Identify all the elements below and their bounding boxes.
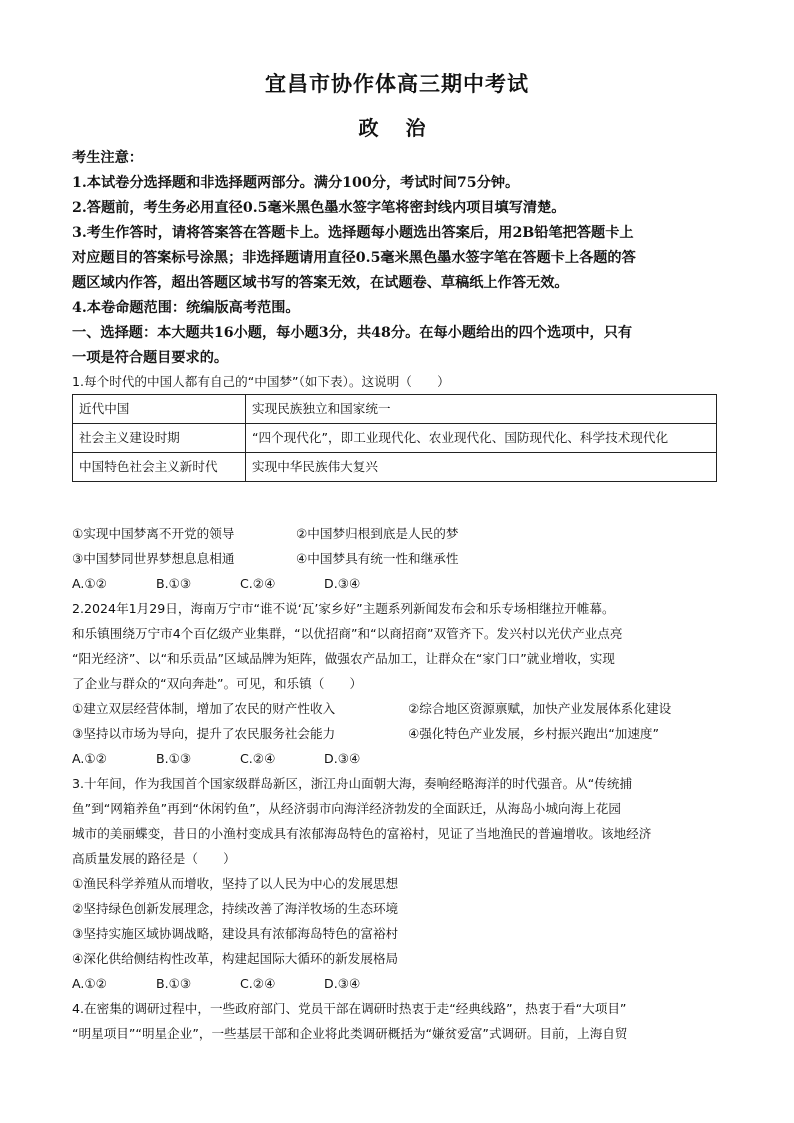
- answer-choices: [72, 746, 408, 771]
- question-3-line: 鱼”到“网箱养鱼”再到“休闲钓鱼”，从经济弱市向海洋经济勃发的全面跃迁，从海岛小城向海上花园: [72, 801, 621, 816]
- choice-b: B.①③: [156, 976, 192, 991]
- notice-heading: 考生注意：: [72, 150, 143, 166]
- dream-table: [72, 394, 717, 482]
- option-2: ②综合地区资源禀赋，加快产业发展体系化建设: [408, 701, 672, 716]
- option-4: ④深化供给侧结构性改革，构建起国际大循环的新发展格局: [72, 951, 399, 966]
- table-cell: “四个现代化”，即工业现代化、农业现代化、国防现代化、科学技术现代化: [246, 424, 717, 453]
- notice-line: 2.答题前，考生务必用直径0.5毫米黑色墨水签字笔将密封线内项目填写清楚。: [72, 200, 566, 216]
- section-heading: 一项是符合题目要求的。: [72, 350, 229, 366]
- option-4: ④强化特色产业发展，乡村振兴跑出“加速度”: [408, 726, 660, 741]
- option-3: ③坚持实施区域协调战略，建设具有浓郁海岛特色的富裕村: [72, 926, 399, 941]
- choice-d: D.③④: [324, 576, 361, 591]
- choice-b: B.①③: [156, 751, 192, 766]
- question-2-line: 和乐镇围绕万宁市4个百亿级产业集群，“以优招商”和“以商招商”双管齐下。发兴村以光伏产业点亮: [72, 626, 623, 641]
- option-2: ②中国梦归根到底是人民的梦: [296, 526, 459, 541]
- option-3: ③中国梦同世界梦想息息相通: [72, 551, 235, 566]
- table-cell: 实现民族独立和国家统一: [246, 395, 717, 424]
- notice-line: 对应题目的答案标号涂黑；非选择题请用直径0.5毫米黑色墨水签字笔在答题卡上各题的答: [72, 250, 636, 266]
- question-stem: 1.每个时代的中国人都有自己的“中国梦”（如下表）。这说明（ ）: [72, 374, 450, 389]
- notice-line: 题区域内作答，超出答题区域书写的答案无效，在试题卷、草稿纸上作答无效。: [72, 275, 569, 291]
- notice-line: 4.本卷命题范围：统编版高考范围。: [72, 300, 300, 316]
- option-2: ②坚持绿色创新发展理念，持续改善了海洋牧场的生态环境: [72, 901, 399, 916]
- question-4-line: “明星项目”“明星企业”，一些基层干部和企业将此类调研概括为“嫌贫爱富”式调研。目前，上海自贸: [72, 1026, 628, 1041]
- notice-line: 1.本试卷分选择题和非选择题两部分。满分100分，考试时间75分钟。: [72, 175, 520, 191]
- option-1: ①渔民科学养殖从而增收，坚持了以人民为中心的发展思想: [72, 876, 399, 891]
- notice-line: 3.考生作答时，请将答案答在答题卡上。选择题每小题选出答案后，用2B铅笔把答题卡上: [72, 225, 634, 241]
- table-row: [73, 395, 717, 424]
- question-2-line: 2.2024年1月29日，海南万宁市“谁不说‘瓦’家乡好”主题系列新闻发布会和乐专场相继拉开帷幕。: [72, 601, 615, 616]
- choice-a: A.①②: [72, 976, 107, 991]
- choice-c: C.②④: [240, 576, 276, 591]
- question-2-line: 了企业与群众的“双向奔赴”。可见，和乐镇（ ）: [72, 676, 363, 691]
- option-1: ①实现中国梦离不开党的领导: [72, 526, 235, 541]
- table-row: [73, 453, 717, 482]
- choice-b: B.①③: [156, 576, 192, 591]
- question-3-line: 高质量发展的路径是（ ）: [72, 851, 236, 866]
- option-3: ③坚持以市场为导向，提升了农民服务社会能力: [72, 726, 336, 741]
- choice-d: D.③④: [324, 751, 361, 766]
- choice-a: A.①②: [72, 751, 107, 766]
- option-1: ①建立双层经营体制，增加了农民的财产性收入: [72, 701, 336, 716]
- option-4: ④中国梦具有统一性和继承性: [296, 551, 459, 566]
- subject-title: 政 治: [358, 116, 436, 140]
- table-cell: 社会主义建设时期: [73, 424, 246, 453]
- choice-d: D.③④: [324, 976, 361, 991]
- answer-choices: [72, 971, 408, 996]
- exam-title: 宜昌市协作体高三期中考试: [265, 71, 529, 96]
- question-3-line: 城市的美丽蝶变，昔日的小渔村变成具有浓郁海岛特色的富裕村，见证了当地渔民的普遍增收。该地经济: [72, 826, 652, 841]
- choice-a: A.①②: [72, 576, 107, 591]
- question-4-line: 4.在密集的调研过程中，一些政府部门、党员干部在调研时热衷于走“经典线路”，热衷于看“大项目”: [72, 1001, 627, 1016]
- question-3-line: 3.十年间，作为我国首个国家级群岛新区，浙江舟山面朝大海，奏响经略海洋的时代强音。从“传统捕: [72, 776, 633, 791]
- table-cell: 中国特色社会主义新时代: [73, 453, 246, 482]
- table-cell: 近代中国: [73, 395, 246, 424]
- section-heading: 一、选择题：本大题共16小题，每小题3分，共48分。在每小题给出的四个选项中，只有: [72, 325, 633, 341]
- question-2-line: “阳光经济”、以“和乐贡品”区域品牌为矩阵，做强农产品加工，让群众在“家门口”就业增收，实现: [72, 651, 615, 666]
- answer-choices: [72, 571, 408, 596]
- table-row: [73, 424, 717, 453]
- table-cell: 实现中华民族伟大复兴: [246, 453, 717, 482]
- choice-c: C.②④: [240, 751, 276, 766]
- choice-c: C.②④: [240, 976, 276, 991]
